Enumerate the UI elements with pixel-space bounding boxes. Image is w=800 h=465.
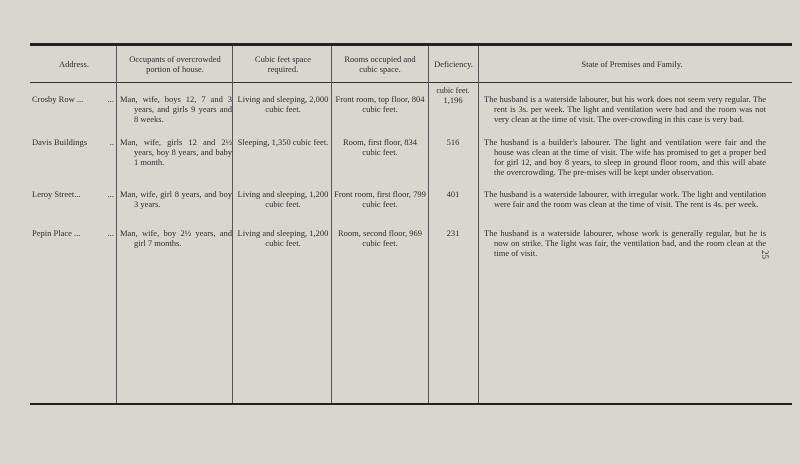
table-row-deficiency: 1,196 (443, 95, 463, 105)
header-deficiency: Deficiency. (434, 59, 473, 69)
address-text: Crosby Row ... (32, 94, 84, 104)
table-row-state: The husband is a waterside labourer, but his work does not seem very regular. The rent is 3s. per week. The light and ventilation were bad and the room was not very clean at the time of visit. The over-crowding in this case is very bad. (484, 94, 766, 124)
table-row-occupants: Man, wife, girls 12 and 2½ years, boy 8 years, and baby 1 month. (120, 137, 232, 167)
table-row-cubic-required: Sleeping, 1,350 cubic feet. (237, 137, 329, 147)
header-rule (30, 82, 792, 83)
table-row-occupants: Man, wife, boy 2½ years, and girl 7 months. (120, 228, 232, 248)
table-row-state: The husband is a waterside labourer, with irregular work. The light and ventilation were fair and the room was clean at the time of visit. The rent is 4s. per week. (484, 189, 766, 209)
header-state: State of Premises and Family. (581, 59, 683, 69)
column-divider (428, 46, 429, 403)
column-divider (232, 46, 233, 403)
address-text: Pepin Place ... (32, 228, 81, 238)
header-cubic-required: Cubic feet space required. (254, 54, 312, 74)
table-row-deficiency: 516 (446, 137, 460, 147)
column-divider (116, 46, 117, 403)
address-text: Davis Buildings (32, 137, 88, 147)
table-row-address (32, 228, 116, 238)
bottom-rule (30, 403, 792, 405)
header-address: Address. (59, 59, 89, 69)
column-divider (331, 46, 332, 403)
table-row-rooms: Room, first floor, 834 cubic feet. (342, 137, 418, 157)
table-row-deficiency: 231 (446, 228, 460, 238)
header-rooms: Rooms occupied and cubic space. (344, 54, 416, 74)
deficiency-unit: cubic feet. (436, 86, 470, 95)
header-occupants: Occupants of overcrowded portion of house. (129, 54, 221, 74)
leader-dots: ... (107, 189, 114, 199)
leader-dots: .. (109, 137, 114, 147)
table-row-rooms: Room, second floor, 969 cubic feet. (338, 228, 422, 248)
leader-dots: ... (107, 228, 114, 238)
table-row-address (32, 189, 116, 199)
address-text: Leroy Street... (32, 189, 81, 199)
table-row-rooms: Front room, first floor, 799 cubic feet. (334, 189, 426, 209)
table-row-deficiency: 401 (446, 189, 460, 199)
column-divider (478, 46, 479, 403)
table-row-occupants: Man, wife, girl 8 years, and boy 3 years. (120, 189, 232, 209)
table-row-cubic-required: Living and sleeping, 1,200 cubic feet. (237, 228, 329, 248)
table-row-rooms: Front room, top floor, 804 cubic feet. (335, 94, 425, 114)
leader-dots: ... (107, 94, 114, 104)
table-row-address (32, 137, 116, 147)
table-row-state: The husband is a builder's labourer. The light and ventilation were fair and the house was clean at the time of visit. The wife has promised to get a proper bed for girl 12, and boy 8 years, to sleep in ground floor room, and this will abate the overcrowding. The pre-mises will be kept under observation. (484, 137, 766, 177)
table-row-address (32, 94, 116, 104)
table-row-occupants: Man, wife, boys 12, 7 and 3 years, and girls 9 years and 8 weeks. (120, 94, 232, 124)
table-row-cubic-required: Living and sleeping, 2,000 cubic feet. (237, 94, 329, 114)
table-row-cubic-required: Living and sleeping, 1,200 cubic feet. (237, 189, 329, 209)
page-number: 25 (760, 250, 770, 259)
table-row-state: The husband is a waterside labourer, whose work is generally regular, but he is now on strike. The light was fair, the ventilation bad, and the room clean at the time of visit. (484, 228, 766, 258)
